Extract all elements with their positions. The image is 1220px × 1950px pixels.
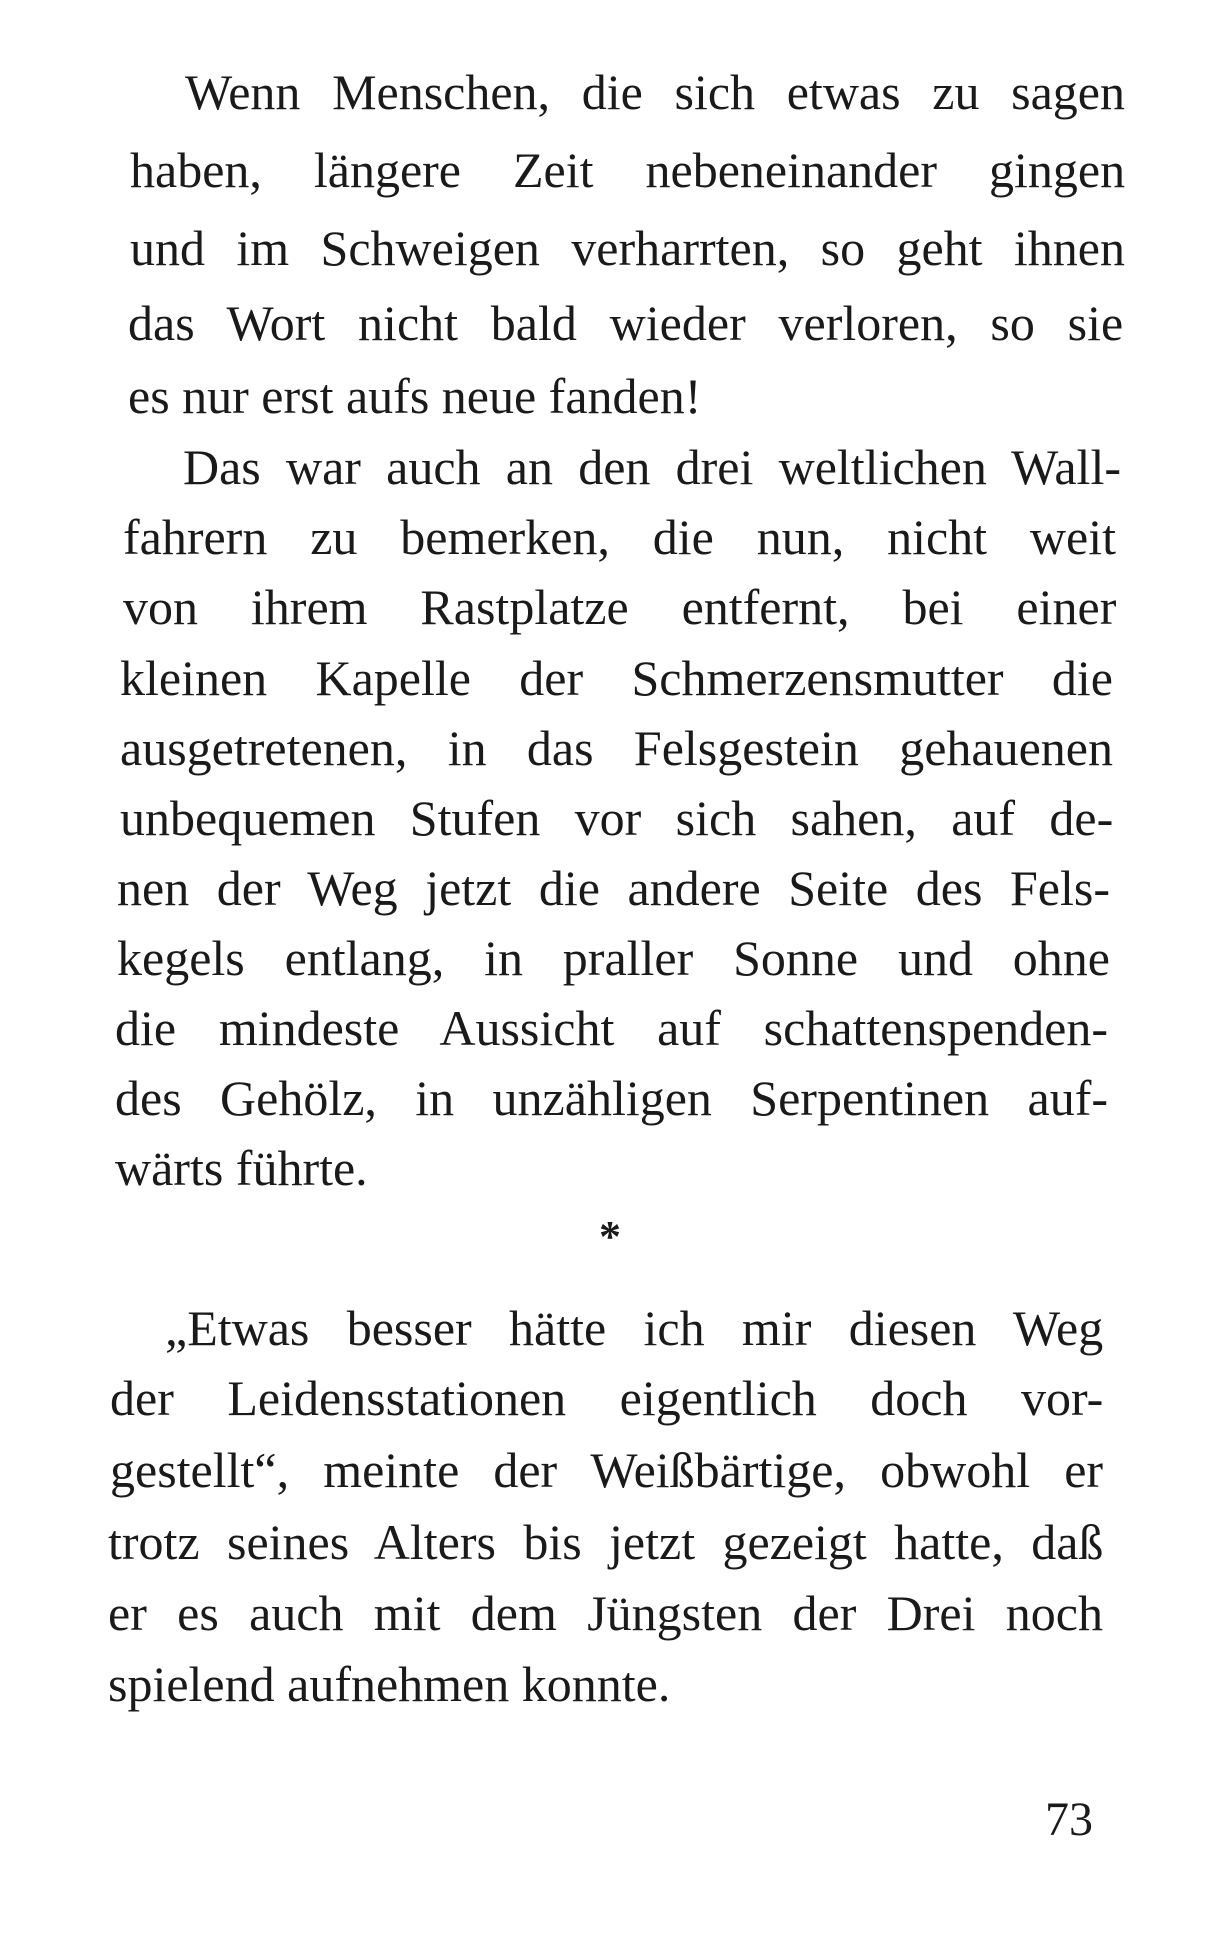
text-line: ausgetretenen, in das Felsgestein gehauenen xyxy=(120,720,1113,776)
text-line: das Wort nicht bald wieder verloren, so sie xyxy=(128,295,1124,351)
text-line: gestellt“, meinte der Weißbärtige, obwohl er xyxy=(110,1442,1104,1498)
text-line: wärts führte. xyxy=(115,1140,368,1196)
text-line: haben, längere Zeit nebeneinander gingen xyxy=(130,142,1126,198)
text-line: unbequemen Stufen vor sich sahen, auf de- xyxy=(120,790,1114,846)
text-line: des Gehölz, in unzähligen Serpentinen auf- xyxy=(115,1070,1108,1126)
text-line: Das war auch an den drei weltlichen Wall- xyxy=(183,439,1121,495)
text-line: „Etwas besser hätte ich mir diesen Weg xyxy=(165,1300,1104,1356)
text-line: spielend aufnehmen konnte. xyxy=(108,1656,671,1712)
text-line: er es auch mit dem Jüngsten der Drei noch xyxy=(108,1585,1103,1641)
text-line: nen der Weg jetzt die andere Seite des Fels- xyxy=(117,860,1110,916)
text-line: Wenn Menschen, die sich etwas zu sagen xyxy=(185,64,1125,120)
text-line: die mindeste Aussicht auf schattenspenden- xyxy=(115,1000,1108,1056)
text-line: der Leidensstationen eigentlich doch vor- xyxy=(110,1370,1104,1426)
text-line: kleinen Kapelle der Schmerzensmutter die xyxy=(120,650,1113,706)
text-line: kegels entlang, in praller Sonne und ohne xyxy=(117,930,1110,986)
text-line: von ihrem Rastplatze entfernt, bei einer xyxy=(123,579,1117,635)
text-line: und im Schweigen verharrten, so geht ihnen xyxy=(130,220,1125,276)
text-line: trotz seines Alters bis jetzt gezeigt hatte, daß xyxy=(108,1514,1104,1570)
section-separator: * xyxy=(599,1212,621,1261)
text-line: es nur erst aufs neue fanden! xyxy=(128,368,702,424)
text-line: fahrern zu bemerken, die nun, nicht weit xyxy=(123,509,1116,565)
page-number: 73 xyxy=(1045,1793,1093,1846)
